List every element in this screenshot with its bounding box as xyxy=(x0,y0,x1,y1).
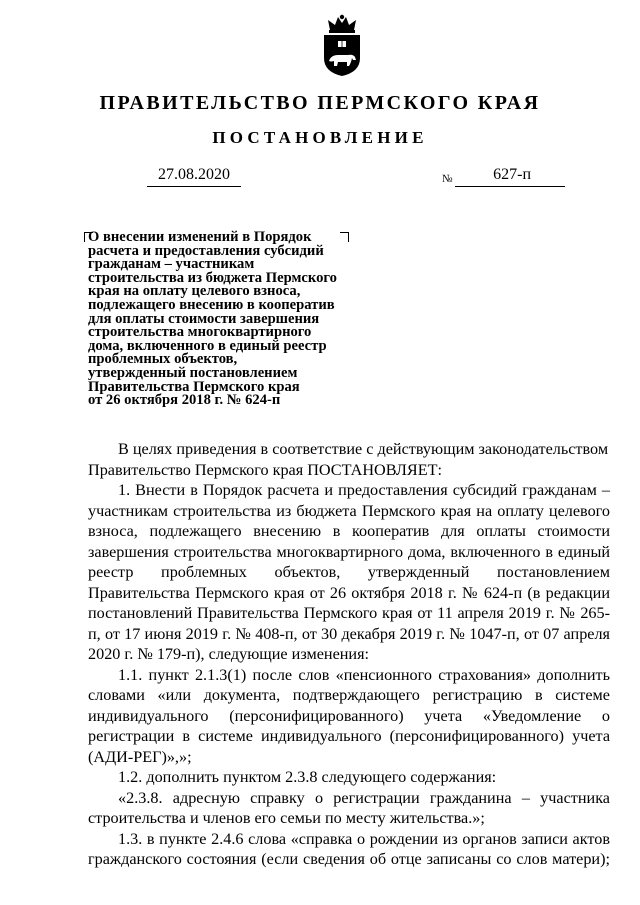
subject-line: Правительства Пермского края xyxy=(88,378,300,395)
subject-line: расчета и предоставления субсидий xyxy=(88,242,324,259)
subject-line: строительства многоквартирного xyxy=(88,324,312,341)
document-number-field xyxy=(455,164,565,187)
document-number: 627-п xyxy=(493,166,531,183)
clause-1-2: 1.2. дополнить пунктом 2.3.8 следующего содержания: xyxy=(118,768,497,786)
intro-paragraph: В целях приведения в соответствие с действующим законодательством xyxy=(118,440,609,458)
subject-line: проблемных объектов, xyxy=(88,351,238,368)
subject-line: подлежащего внесению в кооператив xyxy=(88,296,335,313)
subject-line: для оплаты стоимости завершения xyxy=(88,310,320,327)
clause-1: 1. Внести в Порядок расчета и предоставления субсидий гражданам – участникам строительства из бюджета Пермского края на оплату целевого взноса, подлежащего внесению в кооператив для оплаты стоимости завершения строительства многоквартирного дома, включенного в единый реестр проблемных объектов, утвержденный постановлением Правительства Пермского края от 26 октября 2018 г. № 624-п (в редакции постановлений Правительства Пермского края от 11 апреля 2019 г. № 265-п, от 17 июня 2019 г. № 408-п, от 30 декабря 2019 г. № 1047-п, от 07 апреля 2020 г. № 179-п), следующие изменения: xyxy=(88,481,610,663)
document-type-title: ПОСТАНОВЛЕНИЕ xyxy=(212,128,428,147)
subject-line: строительства из бюджета Пермского xyxy=(88,269,337,286)
subject-line: О внесении изменений в Порядок xyxy=(88,229,312,245)
subject-line: края на оплату целевого взноса, xyxy=(88,283,301,300)
subject-line: дома, включенного в единый реестр xyxy=(88,337,327,354)
subject-line: утвержденный постановлением xyxy=(88,364,298,381)
clause-1-2-text: «2.3.8. адресную справку о регистрации гражданина – участника строительства и членов его семьи по месту жительства.»; xyxy=(88,788,610,827)
subject-line: гражданам – участникам xyxy=(88,256,255,273)
government-title: ПРАВИТЕЛЬСТВО ПЕРМСКОГО КРАЯ xyxy=(99,92,541,114)
clause-1-3: 1.3. в пункте 2.4.6 слова «справка о рождении из органов записи актов гражданского состояния (если сведения об отце записаны со слов матери); xyxy=(88,829,610,868)
intro-decree-line: Правительство Пермского края ПОСТАНОВЛЯЕТ: xyxy=(88,460,442,479)
subject-line: от 26 октября 2018 г. № 624-п xyxy=(88,392,281,409)
document-body xyxy=(88,439,610,870)
perm-krai-coat-of-arms-icon xyxy=(318,14,366,78)
number-sign: № xyxy=(442,173,453,185)
document-date: 27.08.2020 xyxy=(147,164,241,187)
document-subject xyxy=(88,231,378,408)
clause-1-1: 1.1. пункт 2.1.3(1) после слов «пенсионного страхования» дополнить словами «или документа, подтверждающего регистрацию в системе индивидуального (персонифицированного) учета «Уведомление о регистрации в системе индивидуального (персонифицированного) учета (АДИ-РЕГ)»,»; xyxy=(88,665,610,766)
